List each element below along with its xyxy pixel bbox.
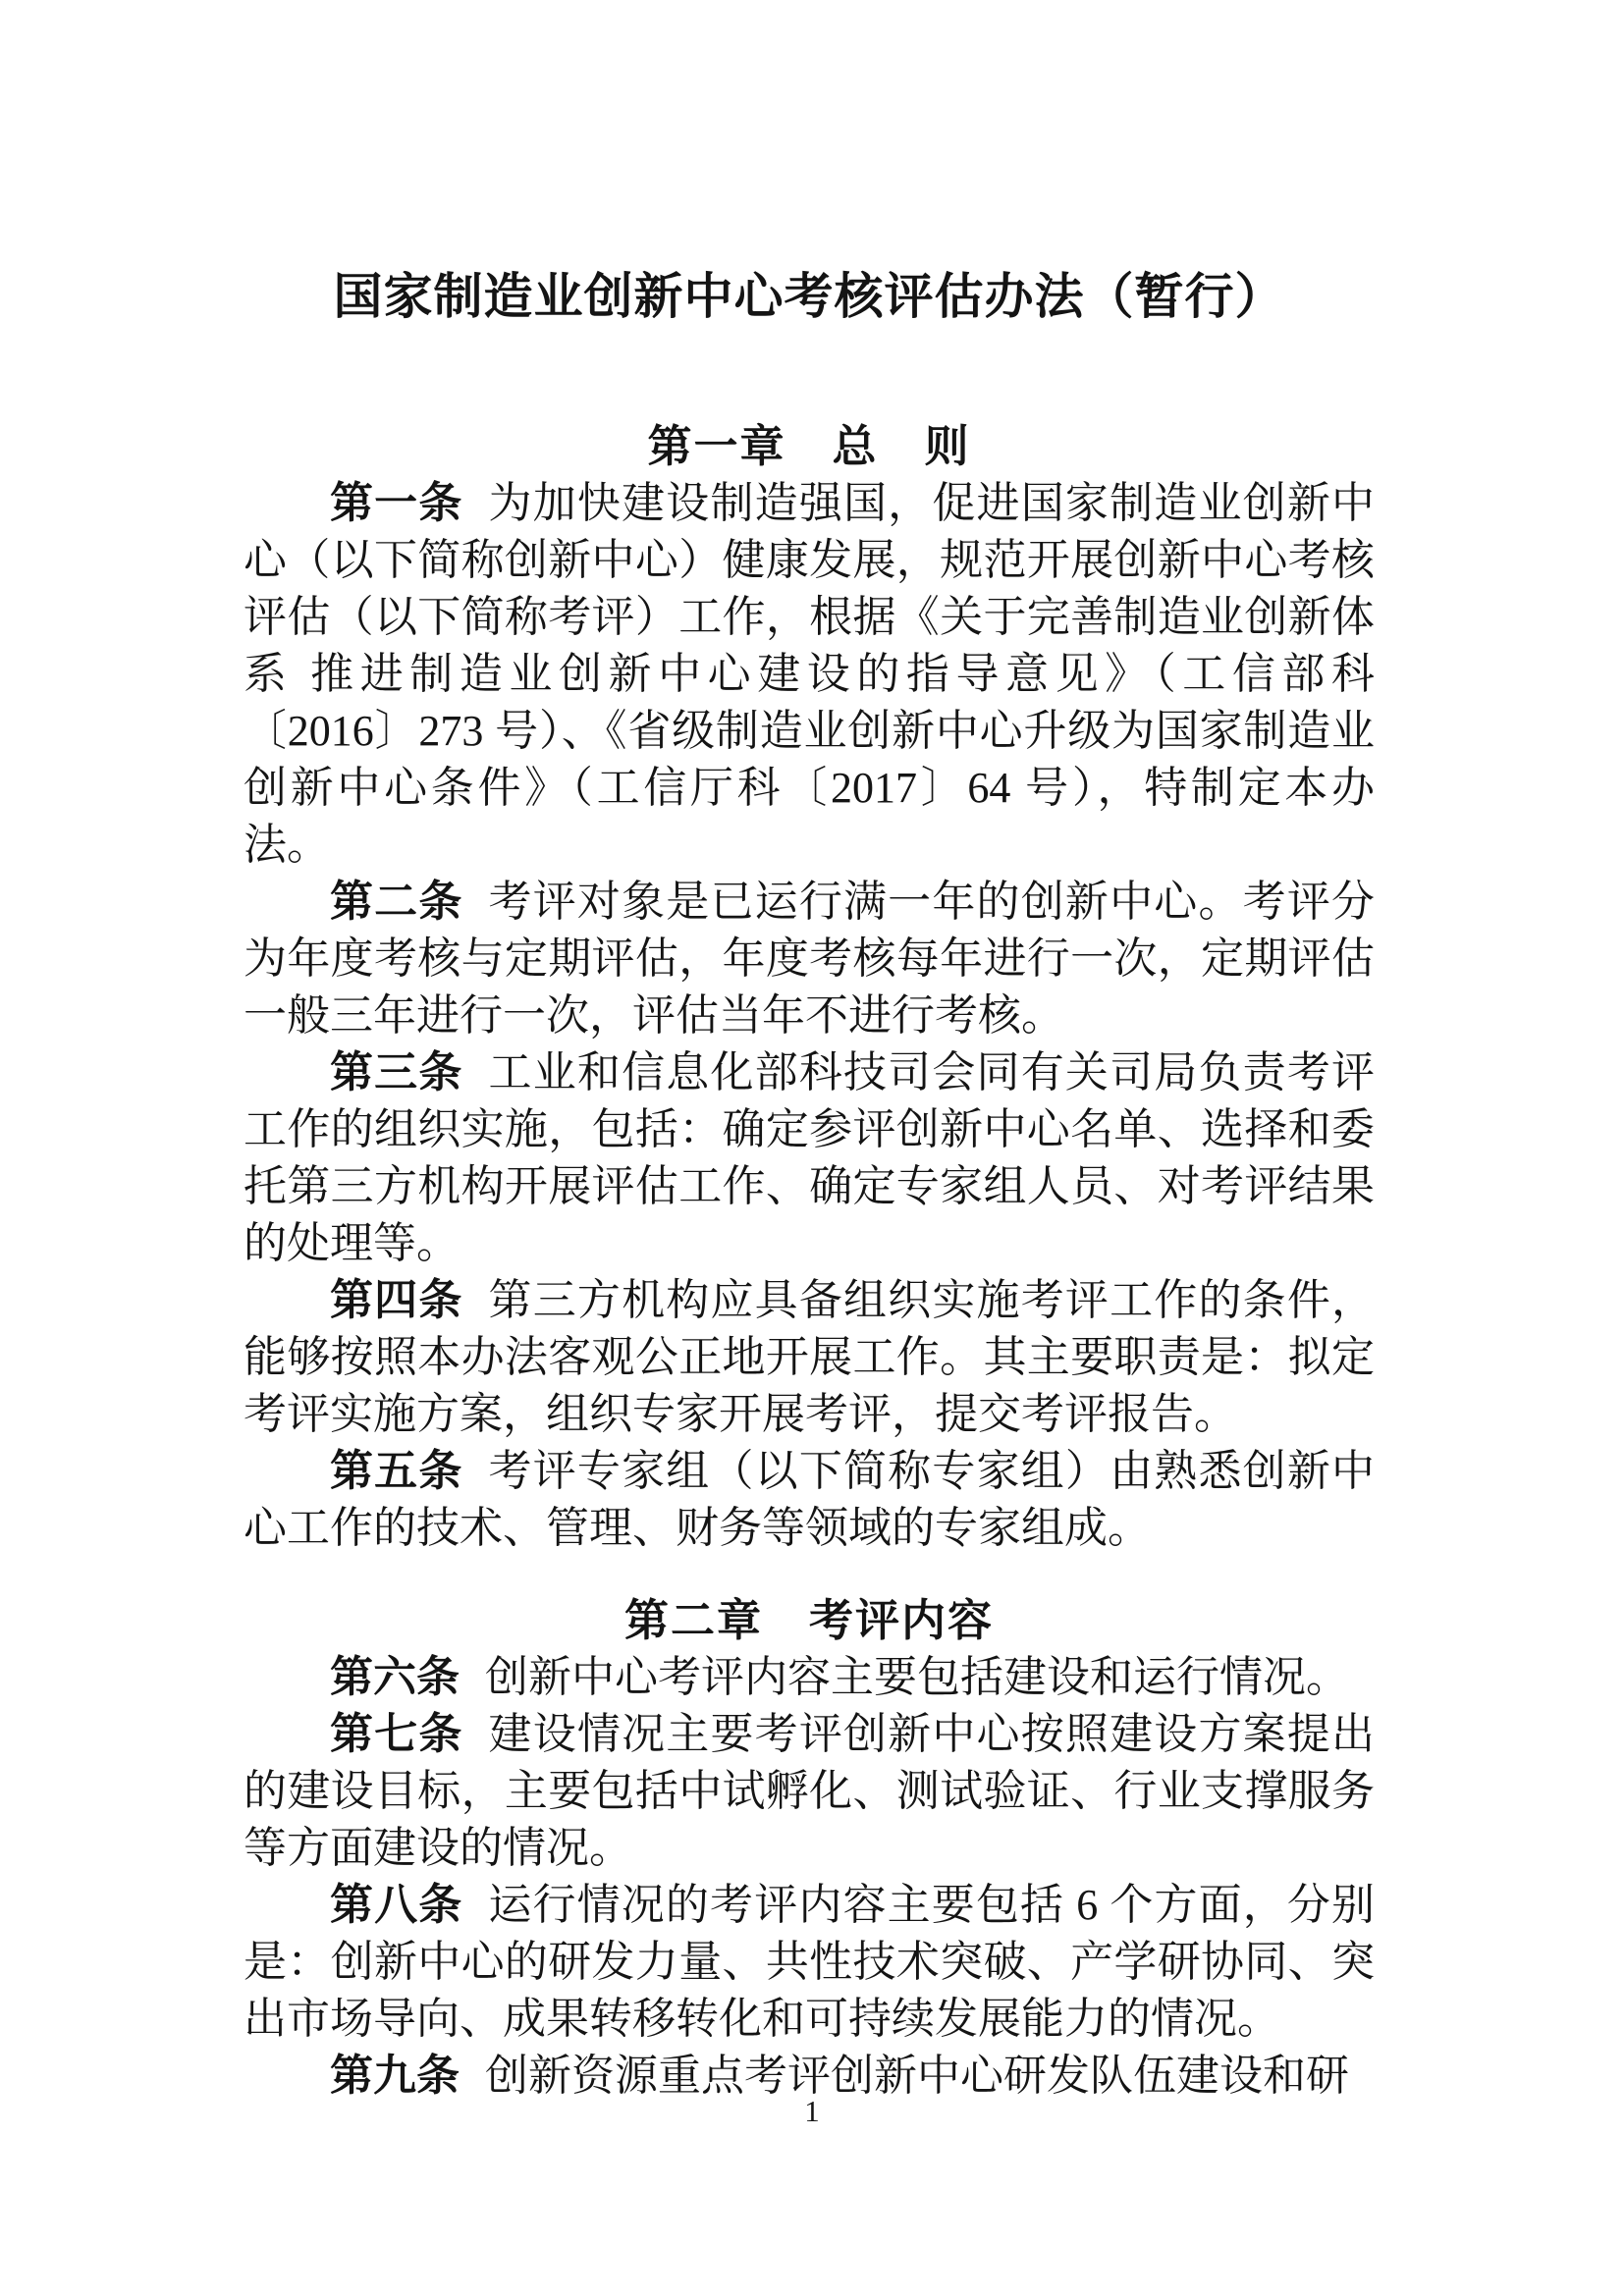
document-body (244, 418, 1375, 2105)
chapter-heading: 第一章 总 则 (647, 421, 971, 471)
article-text: 为加快建设制造强国，促进国家制造业创新中心（以下简称创新中心）健康发展，规范开展创新中心考核评估（以下简称考评）工作，根据《关于完善制造业创新体系 推进制造业创新中心建设的指导意见》（工信部科〔2016〕273 号）、《省级制造业创新中心升级为国家制造业创新中心条件》（工信厅科〔2017〕64 号），特制定本办法。 (244, 479, 1375, 869)
article-label: 第一条 (330, 479, 463, 527)
chapter-heading: 第二章 考评内容 (623, 1595, 994, 1645)
article-label: 第八条 (330, 1881, 463, 1929)
article-paragraph (244, 1649, 1375, 1706)
article-label: 第七条 (330, 1710, 463, 1758)
article-text: 运行情况的考评内容主要包括 6 个方面，分别是：创新中心的研发力量、共性技术突破、产学研协同、突出市场导向、成果转移转化和可持续发展能力的情况。 (244, 1881, 1376, 2043)
page-number: 1 (804, 2094, 820, 2128)
article-paragraph (244, 1044, 1375, 1272)
article-text: 建设情况主要考评创新中心按照建设方案提出的建设目标，主要包括中试孵化、测试验证、行业支撑服务等方面建设的情况。 (244, 1710, 1375, 1872)
article-paragraph (244, 1443, 1375, 1557)
article-paragraph (244, 1272, 1375, 1443)
article-label: 第三条 (330, 1048, 463, 1096)
article-text: 第三方机构应具备组织实施考评工作的条件，能够按照本办法客观公正地开展工作。其主要职责是：拟定考评实施方案，组织专家开展考评，提交考评报告。 (244, 1276, 1375, 1438)
article-paragraph (244, 475, 1375, 874)
article-text: 考评对象是已运行满一年的创新中心。考评分为年度考核与定期评估，年度考核每年进行一次，定期评估一般三年进行一次，评估当年不进行考核。 (244, 878, 1375, 1040)
article-label: 第四条 (330, 1276, 463, 1324)
article-paragraph (244, 874, 1375, 1044)
article-label: 第二条 (330, 878, 463, 926)
article-text: 工业和信息化部科技司会同有关司局负责考评工作的组织实施，包括：确定参评创新中心名单、选择和委托第三方机构开展评估工作、确定专家组人员、对考评结果的处理等。 (244, 1048, 1375, 1267)
article-text: 创新资源重点考评创新中心研发队伍建设和研 (485, 2052, 1349, 2100)
article-label: 第六条 (330, 1653, 460, 1701)
article-text: 创新中心考评内容主要包括建设和运行情况。 (485, 1653, 1349, 1701)
document-content (244, 0, 1375, 2105)
article-paragraph (244, 1877, 1375, 2048)
article-text: 考评专家组（以下简称专家组）由熟悉创新中心工作的技术、管理、财务等领域的专家组成。 (244, 1447, 1375, 1552)
document-title: 国家制造业创新中心考核评估办法（暂行） (333, 269, 1285, 324)
article-label: 第九条 (330, 2052, 460, 2100)
article-label: 第五条 (330, 1447, 463, 1495)
article-paragraph (244, 1706, 1375, 1877)
